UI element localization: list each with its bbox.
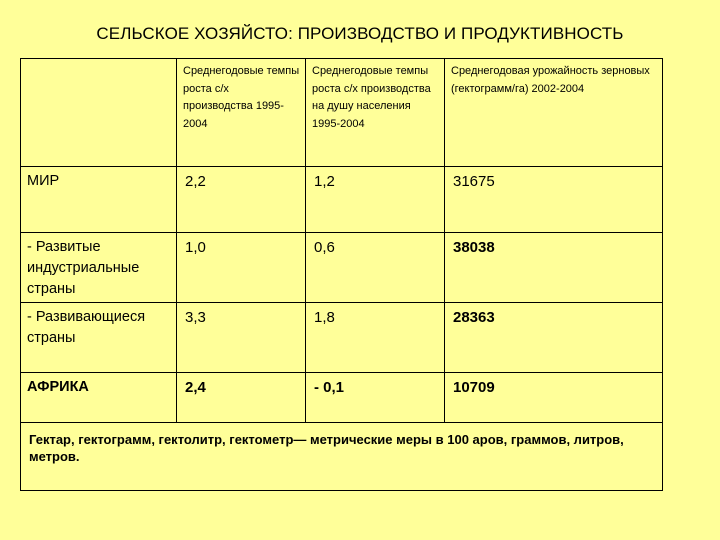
- table-row: [21, 167, 663, 233]
- footnote: Гектар, гектограмм, гектолитр, гектометр— метрические меры в 100 аров, граммов, литров, метров.: [21, 423, 663, 491]
- row-label-africa: АФРИКА: [21, 373, 177, 423]
- row-label-world: МИР: [21, 167, 177, 233]
- cell-per-capita: 1,8: [306, 303, 445, 373]
- cell-growth: 2,2: [177, 167, 306, 233]
- agriculture-table: [20, 58, 663, 491]
- cell-per-capita: - 0,1: [306, 373, 445, 423]
- page-title: СЕЛЬСКОЕ ХОЗЯЙСТО: ПРОИЗВОДСТВО И ПРОДУКТИВНОСТЬ: [96, 24, 624, 43]
- row-label-developing: - Развивающиеся страны: [21, 303, 177, 373]
- cell-yield: 31675: [445, 167, 663, 233]
- header-yield: Среднегодовая урожайность зерновых (гектограмм/га) 2002-2004: [445, 59, 663, 167]
- header-growth: Среднегодовые темпы роста с/х производства 1995-2004: [177, 59, 306, 167]
- row-label-developed: - Развитые индустриальные страны: [21, 233, 177, 303]
- table-row: [21, 373, 663, 423]
- header-per-capita: Среднегодовые темпы роста с/х производства на душу населения 1995-2004: [306, 59, 445, 167]
- cell-yield: 10709: [445, 373, 663, 423]
- table-row: [21, 233, 663, 303]
- footnote-row: [21, 423, 663, 491]
- cell-growth: 1,0: [177, 233, 306, 303]
- table-row: [21, 303, 663, 373]
- cell-yield: 38038: [445, 233, 663, 303]
- cell-growth: 3,3: [177, 303, 306, 373]
- cell-growth: 2,4: [177, 373, 306, 423]
- cell-per-capita: 1,2: [306, 167, 445, 233]
- header-empty-cell: [21, 59, 177, 167]
- cell-per-capita: 0,6: [306, 233, 445, 303]
- header-row: [21, 59, 663, 167]
- cell-yield: 28363: [445, 303, 663, 373]
